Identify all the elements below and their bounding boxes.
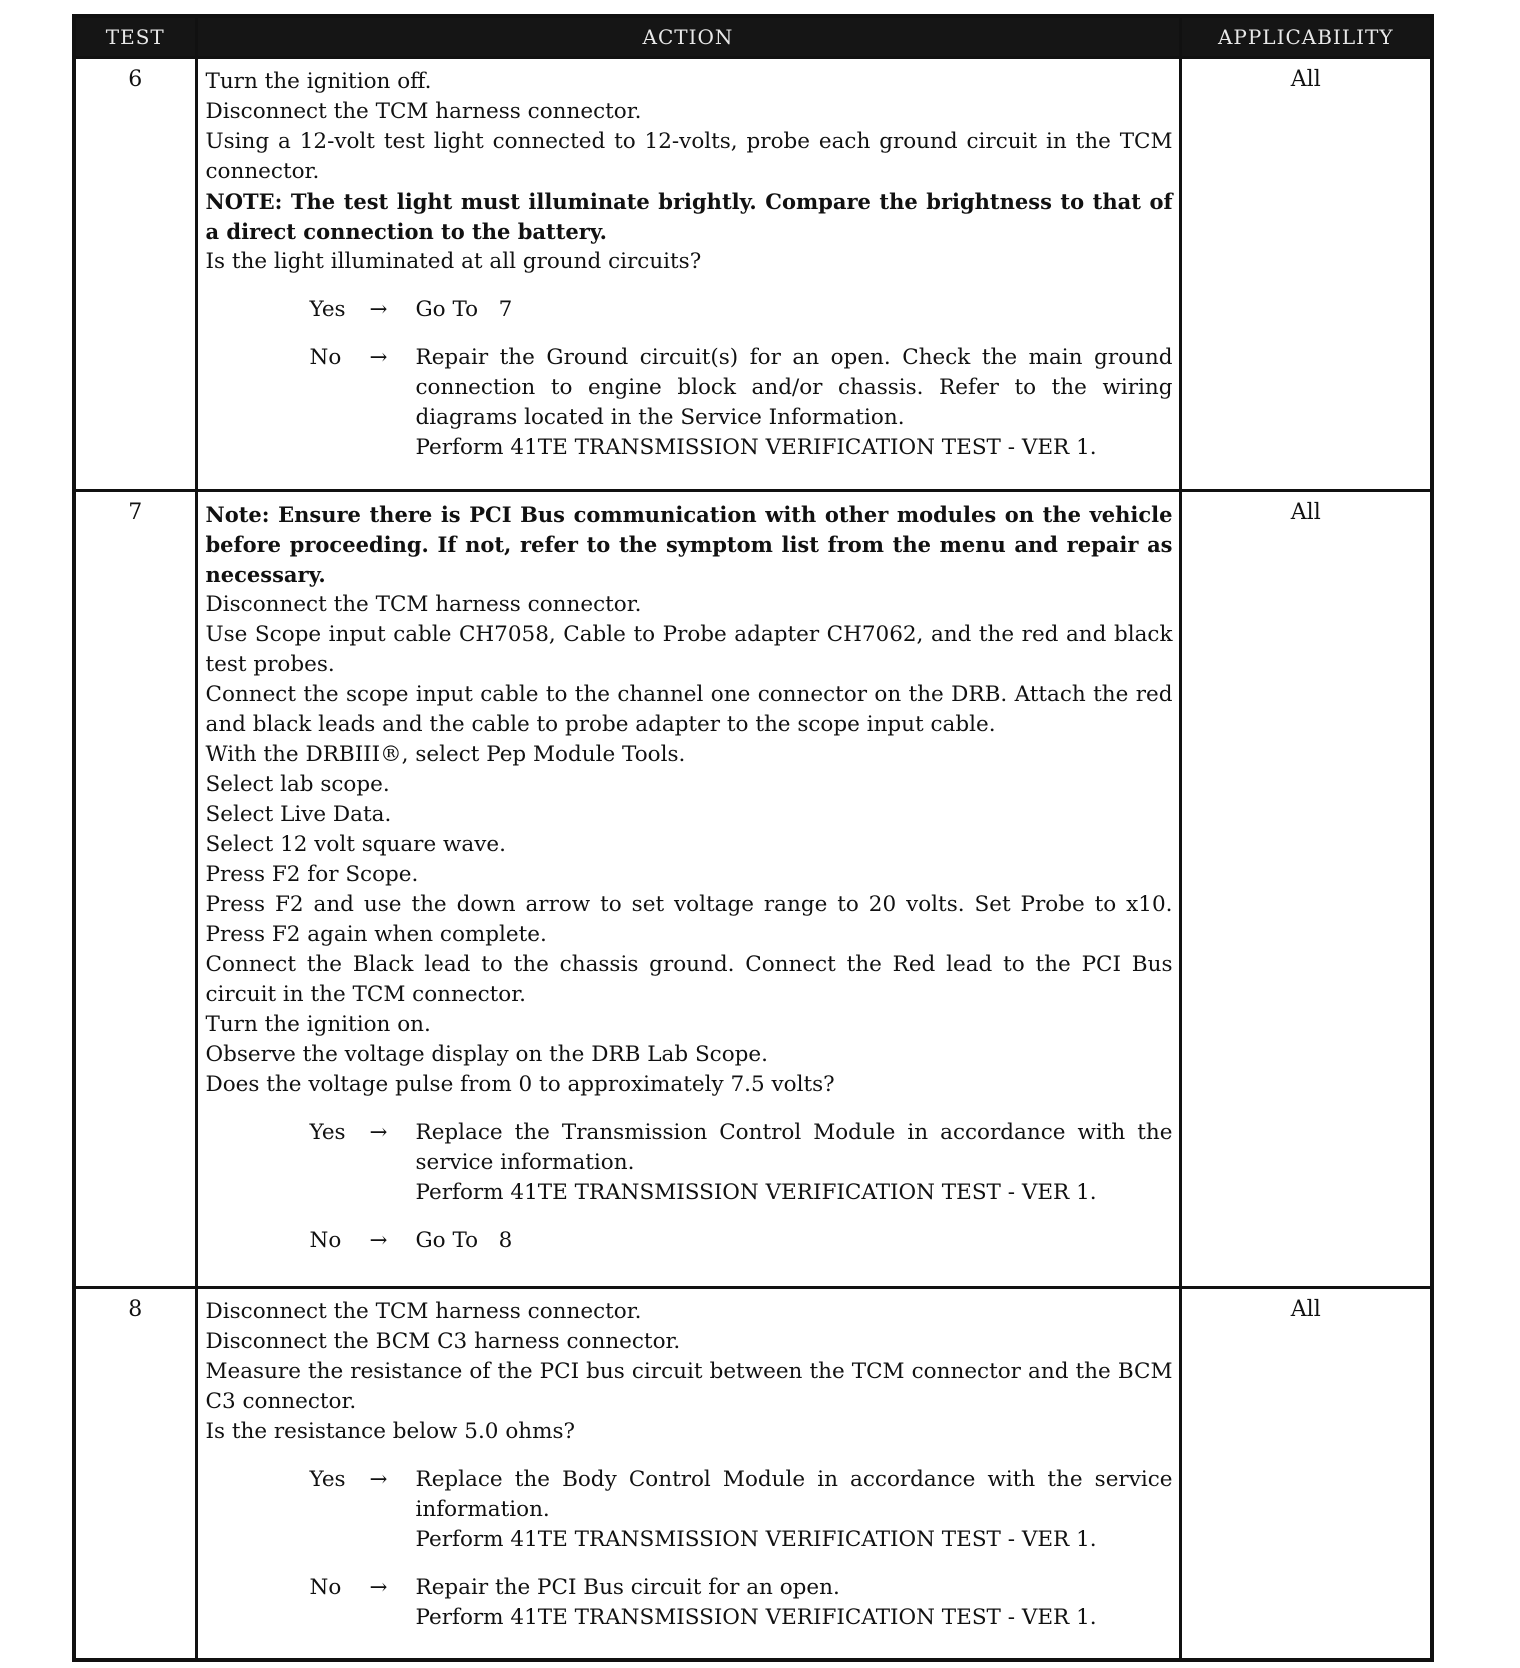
outcome-yes [310,295,1173,325]
arrow-icon: → [369,345,388,370]
test-applicability: All [1180,58,1432,491]
outcomes [206,1118,1173,1256]
step: Press F2 for Scope. [205,862,419,887]
question: Is the light illuminated at all ground circuits? [205,249,702,274]
step: Measure the resistance of the PCI bus circuit between the TCM connector and the BCM C3 connector. [205,1359,1173,1414]
test-number: 6 [74,58,196,491]
test-action [196,58,1180,491]
note: NOTE: The test light must illuminate brightly. Compare the brightness to that of a direct connection to the battery. [205,189,1173,244]
arrow-icon: → [369,1575,388,1600]
test-number: 7 [74,491,196,1288]
step: Use Scope input cable CH7058, Cable to Probe adapter CH7062, and the red and black test probes. [205,622,1173,677]
yes-label: Yes [309,297,346,322]
question: Is the resistance below 5.0 ohms? [205,1419,576,1444]
step: Observe the voltage display on the DRB Lab Scope. [205,1042,768,1067]
outcome-yes [310,1118,1173,1208]
arrow-icon: → [369,1228,388,1253]
no-result [416,343,1173,463]
result-line: Perform 41TE TRANSMISSION VERIFICATION TEST - VER 1. [415,435,1097,460]
header-test: TEST [74,16,196,58]
step: Disconnect the TCM harness connector. [205,592,642,617]
test-applicability: All [1180,1288,1432,1661]
no-result [416,1573,1173,1633]
no-label: No [309,345,342,370]
no-result [416,1226,1173,1256]
yes-result [416,1118,1173,1208]
test-action [196,491,1180,1288]
arrow-icon: → [369,1467,388,1492]
note: Note: Ensure there is PCI Bus communication with other modules on the vehicle before proceeding. If not, refer to the symptom list from the menu and repair as necessary. [205,502,1173,587]
step: With the DRBIII®, select Pep Module Tools. [205,742,686,767]
step: Connect the Black lead to the chassis ground. Connect the Red lead to the PCI Bus circuit in the TCM connector. [205,952,1173,1007]
result-line: Go To 8 [415,1228,513,1253]
no-label: No [309,1228,342,1253]
step: Press F2 and use the down arrow to set voltage range to 20 volts. Set Probe to x10. Press F2 again when complete. [205,892,1173,947]
step: Using a 12-volt test light connected to 12-volts, probe each ground circuit in the TCM connector. [205,129,1173,184]
result-line: Perform 41TE TRANSMISSION VERIFICATION TEST - VER 1. [415,1180,1097,1205]
test-row-6 [74,58,1432,491]
step: Disconnect the TCM harness connector. [205,99,642,124]
test-row-8 [74,1288,1432,1661]
arrow-icon: → [369,1120,388,1145]
step: Turn the ignition off. [205,69,432,94]
step: Disconnect the BCM C3 harness connector. [205,1329,681,1354]
diagnostic-test-table [72,14,1434,1662]
result-line: Perform 41TE TRANSMISSION VERIFICATION TEST - VER 1. [415,1605,1097,1630]
result-line: Perform 41TE TRANSMISSION VERIFICATION TEST - VER 1. [415,1527,1097,1552]
table-header-row [74,16,1432,58]
yes-result [416,1465,1173,1555]
step: Connect the scope input cable to the channel one connector on the DRB. Attach the red and black leads and the cable to probe adapter to the scope input cable. [205,682,1173,737]
arrow-icon: → [369,297,388,322]
step: Turn the ignition on. [205,1012,431,1037]
outcome-no [310,1573,1173,1633]
step: Select lab scope. [205,772,390,797]
header-action: ACTION [196,16,1180,58]
step: Select 12 volt square wave. [205,832,506,857]
question: Does the voltage pulse from 0 to approximately 7.5 volts? [205,1072,835,1097]
test-row-7 [74,491,1432,1288]
outcome-no [310,343,1173,463]
test-action [196,1288,1180,1661]
step: Disconnect the TCM harness connector. [205,1299,642,1324]
result-line: Replace the Transmission Control Module in accordance with the service information. [415,1120,1173,1175]
result-line: Repair the PCI Bus circuit for an open. [415,1575,840,1600]
outcome-yes [310,1465,1173,1555]
header-applicability: APPLICABILITY [1180,16,1432,58]
outcomes [206,1465,1173,1633]
test-number: 8 [74,1288,196,1661]
step: Select Live Data. [205,802,392,827]
test-applicability: All [1180,491,1432,1288]
yes-label: Yes [309,1120,346,1145]
result-line: Replace the Body Control Module in accordance with the service information. [415,1467,1173,1522]
yes-result [416,295,1173,325]
diagnostic-table-container [72,14,1430,1662]
yes-label: Yes [309,1467,346,1492]
no-label: No [309,1575,342,1600]
outcomes [206,295,1173,463]
result-line: Go To 7 [415,297,513,322]
outcome-no [310,1226,1173,1256]
result-line: Repair the Ground circuit(s) for an open. Check the main ground connection to engine block and/or chassis. Refer to the wiring diagrams located in the Service Information. [415,345,1173,430]
